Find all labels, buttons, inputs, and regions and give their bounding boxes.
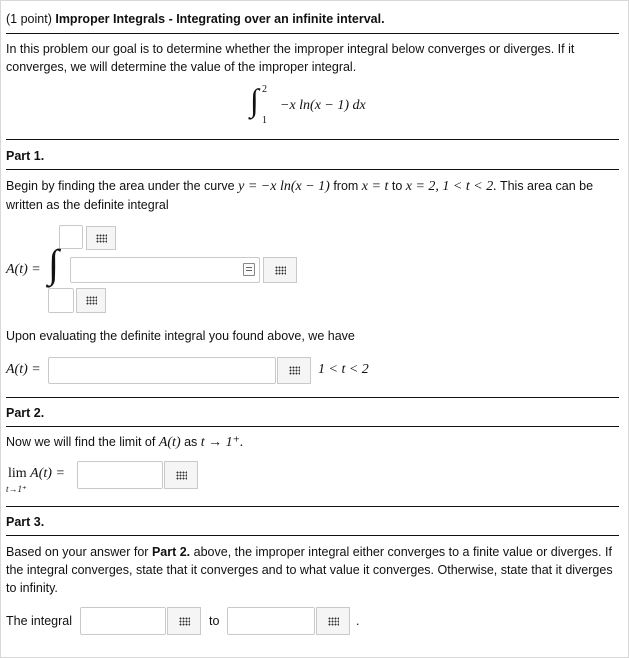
grid-icon bbox=[86, 296, 97, 305]
limit-input[interactable] bbox=[77, 461, 163, 489]
convergence-target-input[interactable] bbox=[227, 607, 315, 635]
part2-heading: Part 2. bbox=[6, 406, 45, 420]
convergence-status-input[interactable] bbox=[80, 607, 166, 635]
result-grid-button[interactable] bbox=[277, 357, 311, 384]
grid-icon bbox=[96, 234, 107, 243]
a-of-t-label-2: A(t) = bbox=[6, 362, 41, 377]
status-grid-button[interactable] bbox=[167, 607, 201, 635]
part1-divider bbox=[6, 169, 619, 170]
definite-integral-sign: ∫ bbox=[48, 241, 59, 286]
integral-lower-bound: 1 bbox=[262, 115, 267, 126]
upper-limit-input[interactable] bbox=[59, 225, 83, 249]
curve-expr: y = −x ln(x − 1) bbox=[238, 179, 330, 194]
integral-label: The integral bbox=[6, 614, 73, 628]
intro-text: In this problem our goal is to determine whether the improper integral below converges or diverges. If it converges, we will determine the value of the improper integral. bbox=[6, 42, 575, 74]
grid-icon bbox=[275, 266, 286, 275]
grid-icon bbox=[179, 617, 190, 626]
lower-limit-input[interactable] bbox=[48, 288, 74, 313]
part3-divider bbox=[6, 535, 619, 536]
header-divider bbox=[6, 33, 619, 34]
part2-divider bbox=[6, 426, 619, 427]
integrand-input[interactable] bbox=[70, 257, 260, 283]
part1-instruction: Begin by finding the area under the curve y = −x ln(x − 1) from x = t to x = 2, 1 < t < 2. This area can be written as the definite integral bbox=[6, 179, 594, 212]
limit-grid-button[interactable] bbox=[164, 461, 198, 489]
a-of-t-label: A(t) = bbox=[6, 262, 41, 277]
problem-header bbox=[6, 12, 385, 26]
limit-label: lim A(t) = bbox=[8, 466, 65, 481]
integrand-grid-button[interactable] bbox=[263, 257, 297, 283]
problem-title: Improper Integrals - Integrating over an infinite interval. bbox=[55, 12, 385, 26]
grid-icon bbox=[328, 617, 339, 626]
integral-sign: ∫ bbox=[250, 82, 259, 118]
equation-editor-icon[interactable] bbox=[243, 263, 255, 276]
result-input[interactable] bbox=[48, 357, 276, 384]
evaluate-text: Upon evaluating the definite integral you found above, we have bbox=[6, 329, 355, 343]
to-label: to bbox=[209, 614, 220, 628]
part1-heading: Part 1. bbox=[6, 149, 45, 163]
intro-divider bbox=[6, 139, 619, 140]
lower-limit-grid-button[interactable] bbox=[76, 288, 106, 313]
part3-heading: Part 3. bbox=[6, 515, 45, 529]
end-period: . bbox=[356, 614, 360, 628]
part2-text: Now we will find the limit of A(t) as t → 1⁺. bbox=[6, 435, 244, 450]
grid-icon bbox=[176, 471, 187, 480]
t-range: 1 < t < 2 bbox=[318, 362, 369, 377]
integral-upper-bound: 2 bbox=[262, 84, 267, 95]
points-label: (1 point) bbox=[6, 12, 52, 26]
integrand: −x ln(x − 1) dx bbox=[280, 98, 366, 113]
part2-end-divider bbox=[6, 506, 619, 507]
limit-subscript: t→1⁺ bbox=[6, 484, 27, 494]
part3-text: Based on your answer for Part 2. above, the improper integral either converges to a finite value or diverges. If the integral converges, state that it converges and to what value it converges. Otherwise, state that it diverges to infinity. bbox=[6, 545, 613, 595]
part1-end-divider bbox=[6, 397, 619, 398]
grid-icon bbox=[289, 366, 300, 375]
target-grid-button[interactable] bbox=[316, 607, 350, 635]
upper-limit-grid-button[interactable] bbox=[86, 226, 116, 250]
